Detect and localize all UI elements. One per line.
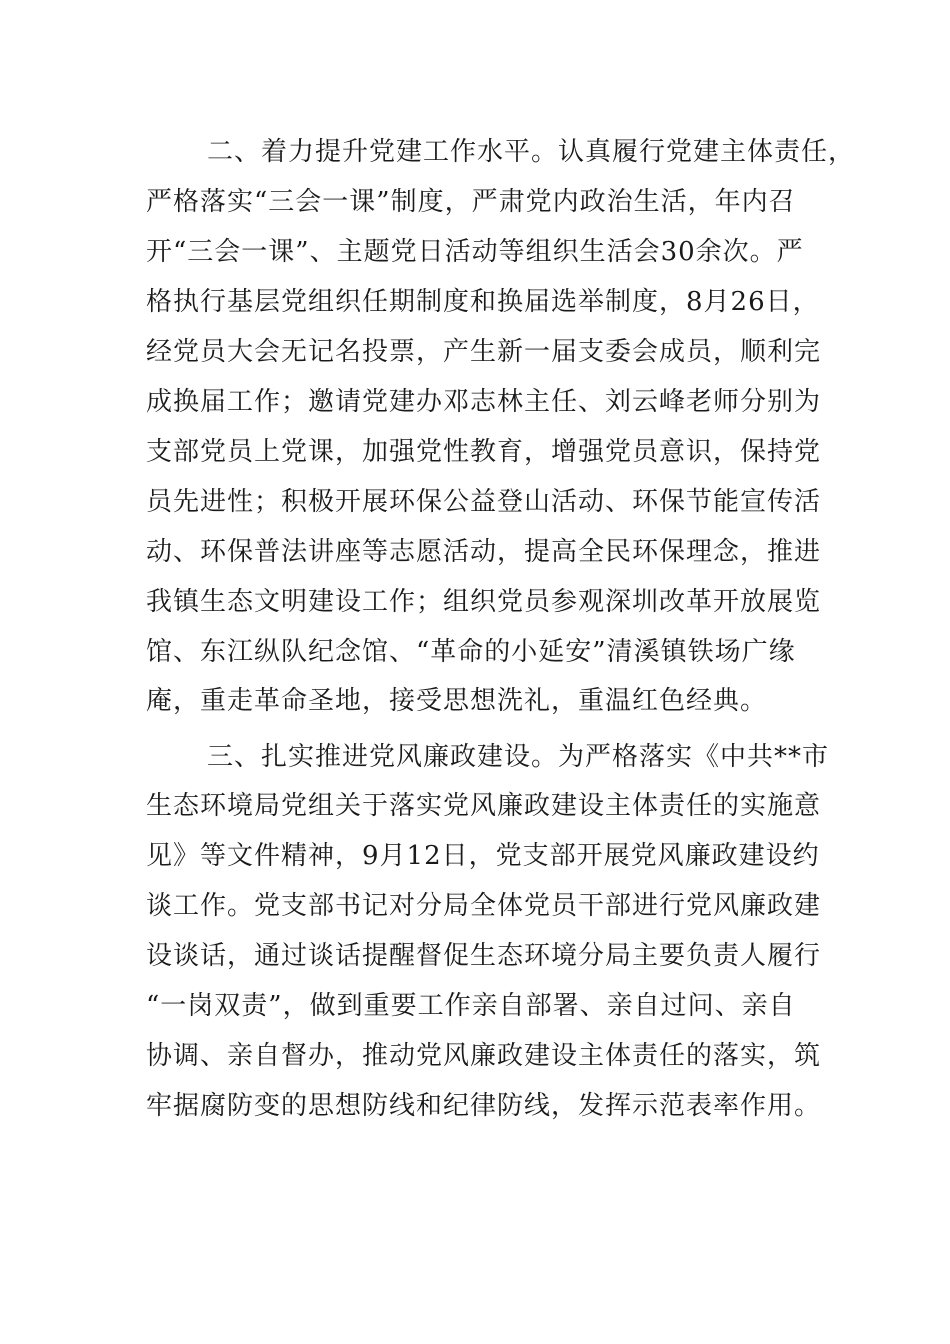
paragraph-1-line-6: 成换届工作；邀请党建办邓志林主任、刘云峰老师分别为 [146,387,822,417]
paragraph-1-line-5: 经党员大会无记名投票，产生新一届支委会成员，顺利完 [146,337,822,367]
paragraph-1-line-4: 格执行基层党组织任期制度和换届选举制度，8月26日， [146,287,820,317]
paragraph-2-line-6: “一岗双责”，做到重要工作亲自部署、亲自过问、亲自 [146,991,796,1021]
paragraph-1-line-12: 庵，重走革命圣地，接受思想洗礼，重温红色经典。 [146,686,768,716]
paragraph-2-line-1: 三、扎实推进党风廉政建设。为严格落实《中共**市 [207,742,830,772]
paragraph-1-line-11: 馆、东江纵队纪念馆、“革命的小延安”清溪镇铁场广缘 [146,637,796,667]
paragraph-1-line-8: 员先进性；积极开展环保公益登山活动、环保节能宣传活 [146,487,822,517]
paragraph-1-line-1: 二、着力提升党建工作水平。认真履行党建主体责任， [207,137,856,167]
paragraph-2-line-7: 协调、亲自督办，推动党风廉政建设主体责任的落实，筑 [146,1041,822,1071]
paragraph-2-line-5: 设谈话，通过谈话提醒督促生态环境分局主要负责人履行 [146,941,822,971]
paragraph-2-line-2: 生态环境局党组关于落实党风廉政建设主体责任的实施意 [146,791,822,821]
paragraph-1-line-2: 严格落实“三会一课”制度，严肃党内政治生活，年内召 [146,187,796,217]
paragraph-1-line-7: 支部党员上党课，加强党性教育，增强党员意识，保持党 [146,437,822,467]
paragraph-1-line-10: 我镇生态文明建设工作；组织党员参观深圳改革开放展览 [146,587,822,617]
paragraph-2-line-3: 见》等文件精神，9月12日，党支部开展党风廉政建设约 [146,841,820,871]
paragraph-1-line-3: 开“三会一课”、主题党日活动等组织生活会30余次。严 [146,237,804,267]
paragraph-2-line-8: 牢据腐防变的思想防线和纪律防线，发挥示范表率作用。 [146,1091,822,1121]
paragraph-2-line-4: 谈工作。党支部书记对分局全体党员干部进行党风廉政建 [146,891,822,921]
paragraph-1-line-9: 动、环保普法讲座等志愿活动，提高全民环保理念，推进 [146,537,822,567]
